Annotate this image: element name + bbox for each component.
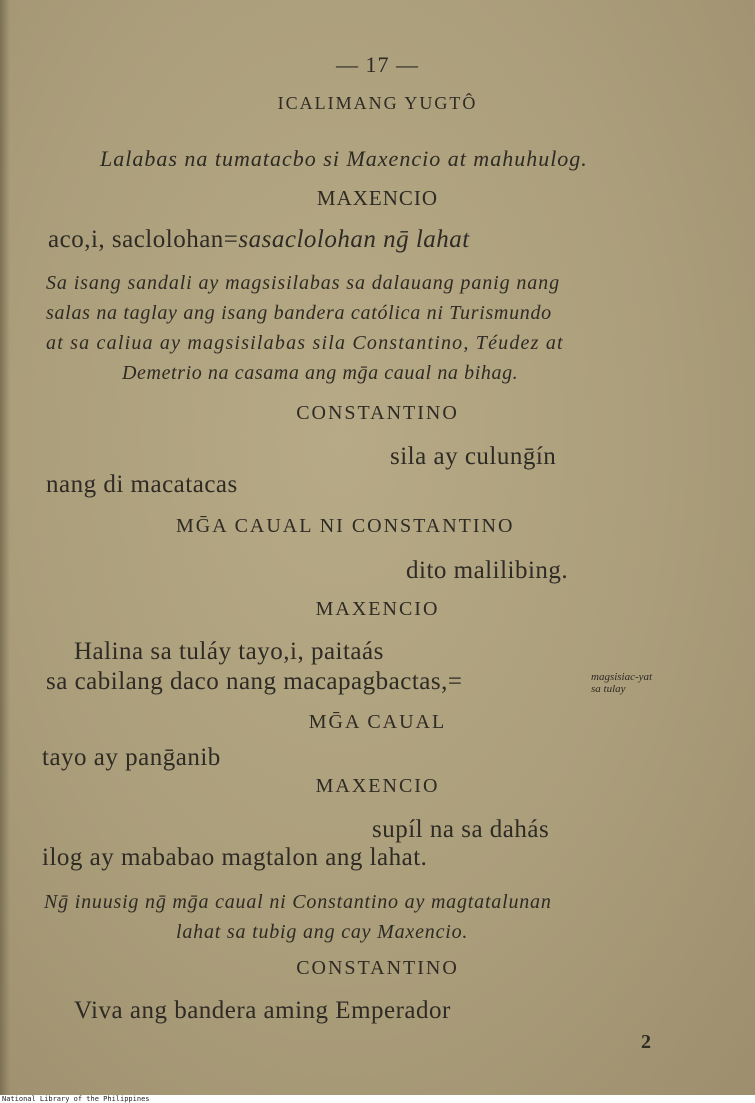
stage-direction: Lalabas na tumatacbo si Maxencio at mahuhulog. [100,146,588,171]
verse-text: aco,i, saclolohan= [48,226,239,253]
page-edge-shadow [0,0,10,1095]
verse-line: nang di macatacas [46,471,238,498]
speaker-name: MAXENCIO [315,598,440,620]
stage-direction-line: Sa isang sandali ay magsisilabas sa dalauang panig nang [46,272,560,294]
verse-line: dito malilibing. [406,557,569,584]
verse-line: tayo ay panḡanib [42,744,221,771]
speaker-name: MḠA CAUAL NI CONSTANTINO [176,515,515,537]
verse-gloss: sasaclolohan nḡ lahat [238,226,470,253]
footer-credit: National Library of the Philippines [2,1095,150,1103]
signature-mark: 2 [641,1031,651,1053]
speaker-name: CONSTANTINO [296,957,459,979]
stage-direction-line: at sa caliua ay magsisilabas sila Constantino, Téudez at [46,332,564,354]
stage-direction-line: Demetrio na casama ang mḡa caual na bihag. [122,362,519,384]
verse-line: ilog ay mababao magtalon ang lahat. [42,844,428,871]
stage-direction-line: lahat sa tubig ang cay Maxencio. [176,921,469,943]
marginal-note: magsisiac-yat [591,671,653,683]
speaker-name: MAXENCIO [316,186,439,210]
page-number: — 17 — [336,52,419,77]
marginal-note: sa tulay [591,683,626,695]
stage-direction-line: salas na taglay ang isang bandera católica ni Turismundo [46,302,552,324]
verse-line: Halina sa tuláy tayo,i, paitaás [74,638,384,665]
chapter-title: ICALIMANG YUGTÔ [277,93,478,113]
verse-line [48,226,470,254]
verse-line: sa cabilang daco nang macapagbactas,= [46,668,463,695]
verse-line: sila ay culunḡín [390,443,557,470]
verse-line: supíl na sa dahás [372,816,550,843]
speaker-name: MAXENCIO [315,775,440,797]
speaker-name: MḠA CAUAL [308,711,447,733]
verse-line: Viva ang bandera aming Emperador [74,997,451,1024]
speaker-name: CONSTANTINO [296,402,459,424]
stage-direction-line: Nḡ inuusig nḡ mḡa caual ni Constantino ay magtatalunan [44,891,552,913]
